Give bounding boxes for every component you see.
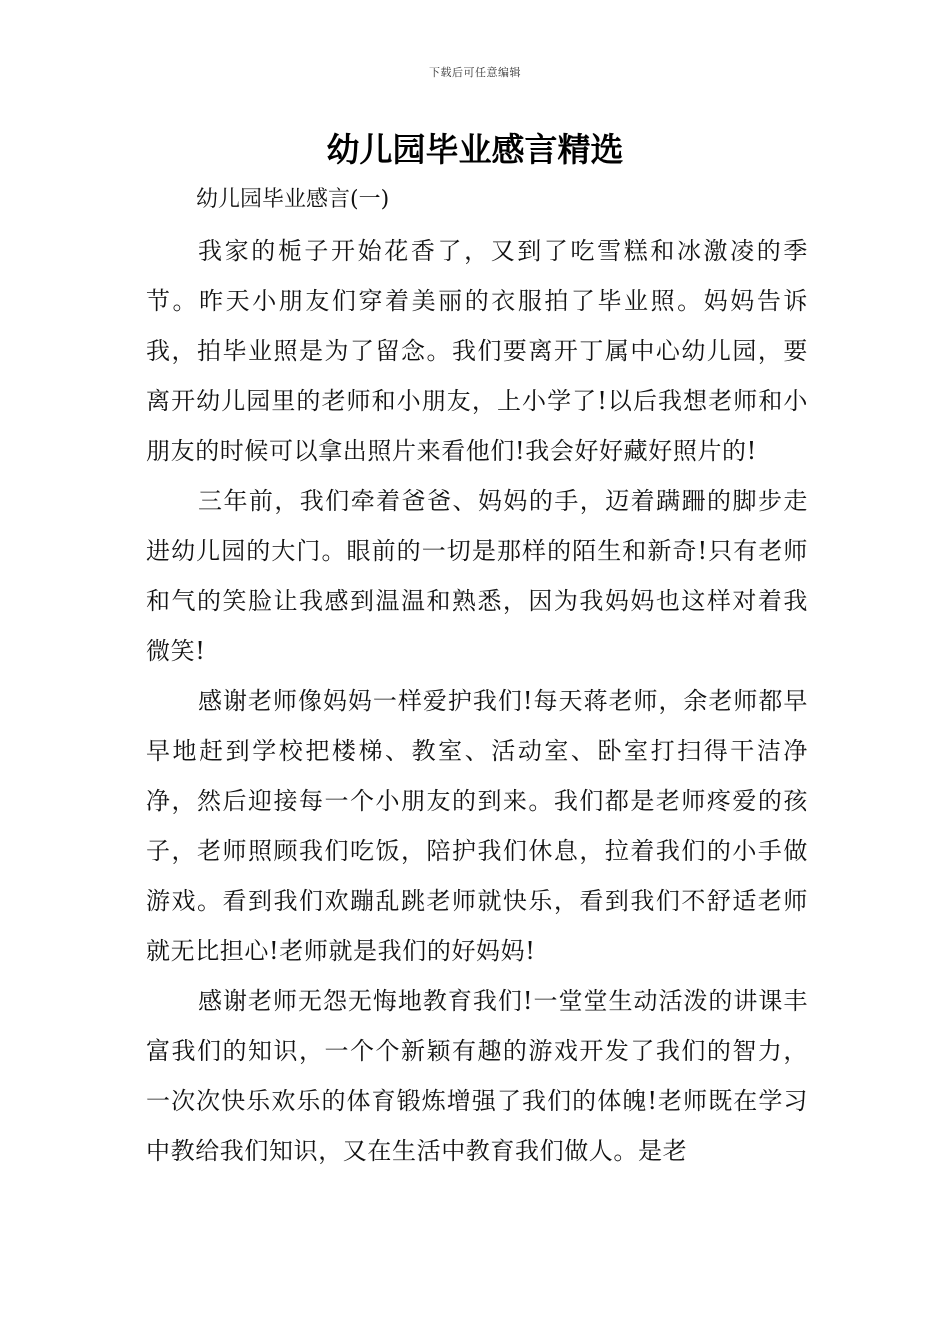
document-body: [146, 226, 808, 1176]
paragraph-2: 三年前，我们牵着爸爸、妈妈的手，迈着蹒跚的脚步走进幼儿园的大门。眼前的一切是那样的陌生和新奇!只有老师和气的笑脸让我感到温温和熟悉，因为我妈妈也这样对着我微笑!: [146, 487, 808, 665]
document-subtitle: 幼儿园毕业感言(一): [196, 187, 390, 212]
paragraph-3: 感谢老师像妈妈一样爱护我们!每天蒋老师，余老师都早早地赶到学校把楼梯、教室、活动室、卧室打扫得干洁净净，然后迎接每一个小朋友的到来。我们都是老师疼爱的孩子，老师照顾我们吃饭，陪护我们休息，拉着我们的小手做游戏。看到我们欢蹦乱跳老师就快乐，看到我们不舒适老师就无比担心!老师就是我们的好妈妈!: [146, 687, 808, 965]
paragraph-1: 我家的栀子开始花香了，又到了吃雪糕和冰激凌的季节。昨天小朋友们穿着美丽的衣服拍了毕业照。妈妈告诉我，拍毕业照是为了留念。我们要离开丁属中心幼儿园，要离开幼儿园里的老师和小朋友，上小学了!以后我想老师和小朋友的时候可以拿出照片来看他们!我会好好藏好照片的!: [146, 237, 808, 465]
paragraph-4: 感谢老师无怨无悔地教育我们!一堂堂生动活泼的讲课丰富我们的知识，一个个新颖有趣的游戏开发了我们的智力，一次次快乐欢乐的体育锻炼增强了我们的体魄!老师既在学习中教给我们知识，又在生活中教育我们做人。是老: [146, 987, 808, 1165]
header-note: 下载后可任意编辑: [429, 66, 521, 79]
document-title: 幼儿园毕业感言精选: [326, 130, 624, 169]
